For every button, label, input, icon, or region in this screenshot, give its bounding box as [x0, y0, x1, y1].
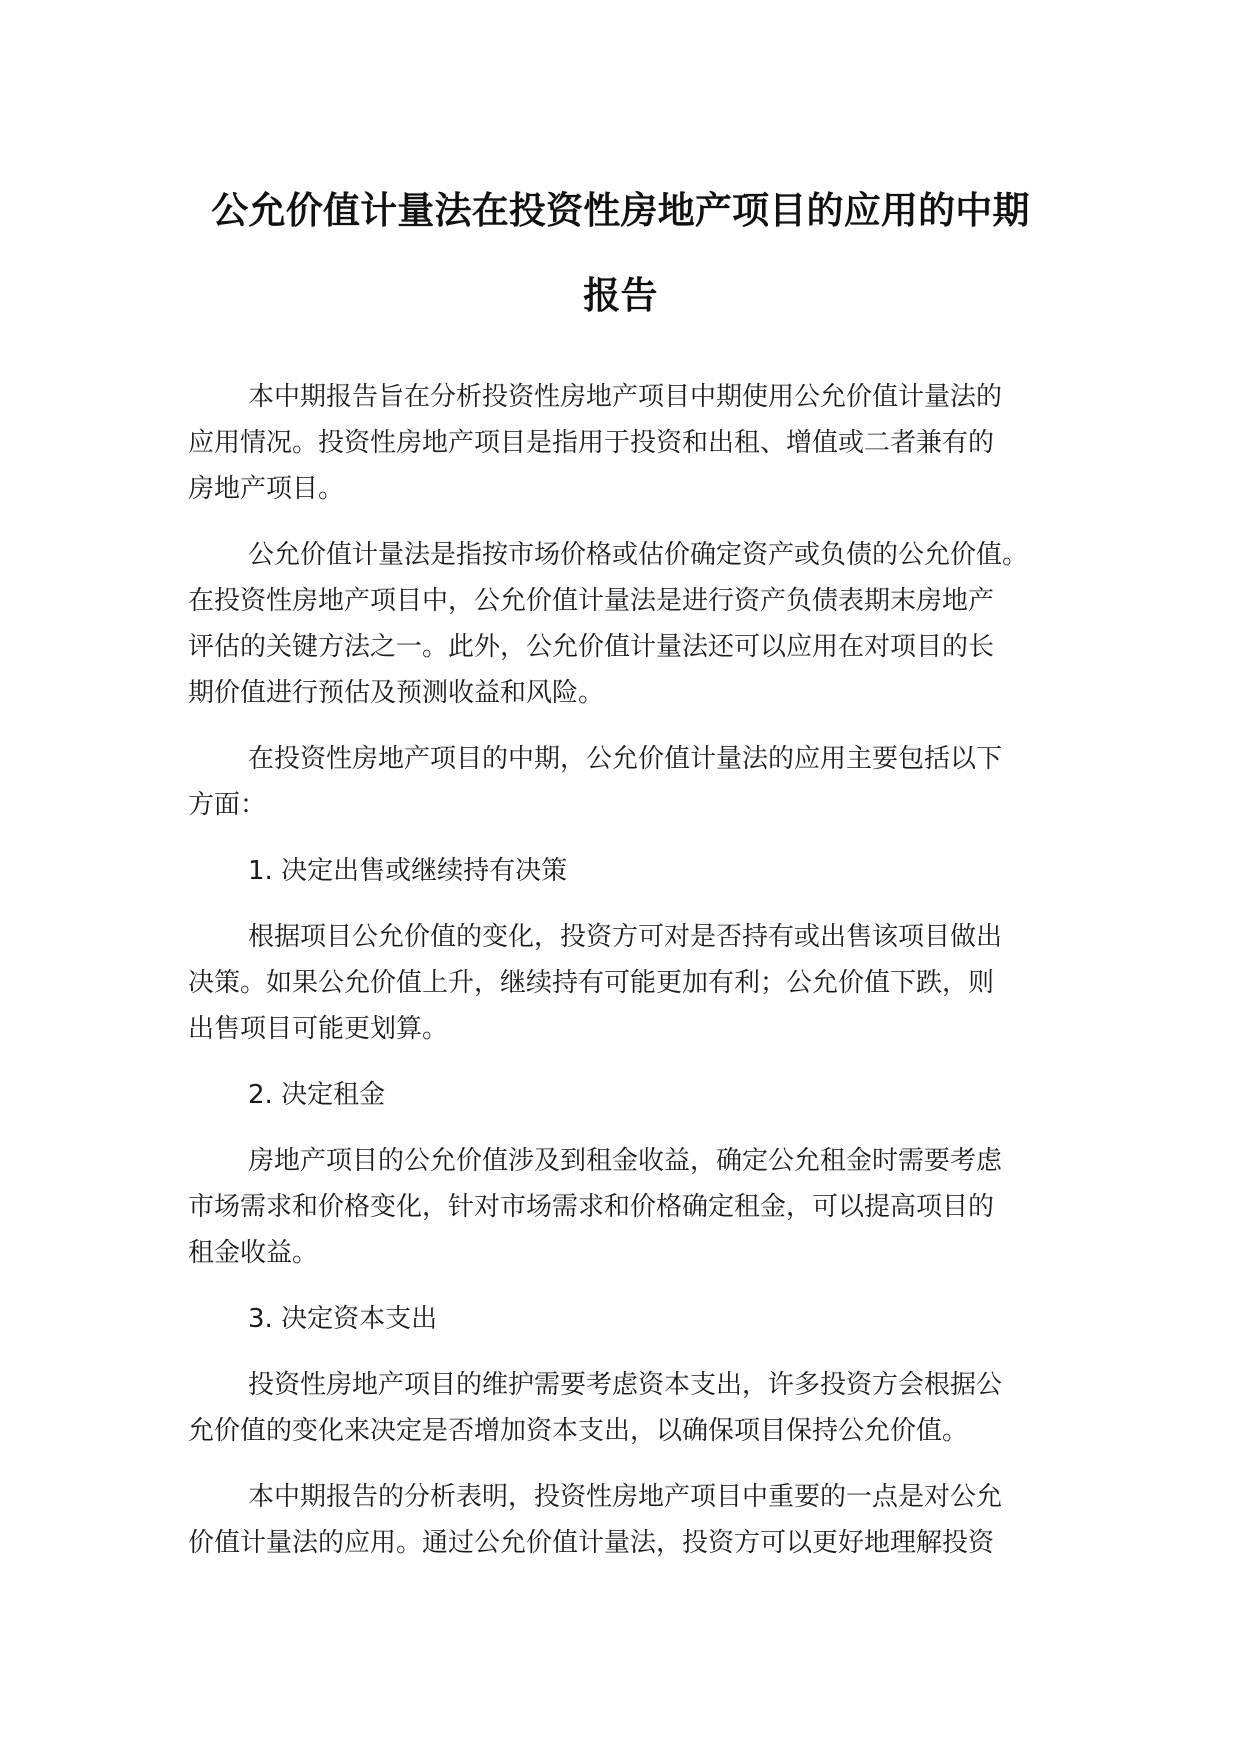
paragraph-aspects-line: 在投资性房地产项目的中期，公允价值计量法的应用主要包括以下: [248, 744, 1003, 774]
paragraph-definition-line: 在投资性房地产项目中，公允价值计量法是进行资产负债表期末房地产: [188, 586, 995, 616]
section-heading-hold-or-sell: 1. 决定出售或继续持有决策: [248, 856, 568, 886]
document-title-line-2: 报告: [583, 274, 658, 317]
section-heading-rent: 2. 决定租金: [248, 1080, 386, 1110]
paragraph-rent-line: 市场需求和价格变化，针对市场需求和价格确定租金，可以提高项目的: [188, 1192, 995, 1222]
paragraph-intro-line: 本中期报告旨在分析投资性房地产项目中期使用公允价值计量法的: [248, 382, 1003, 412]
paragraph-aspects-line: 方面：: [188, 790, 267, 820]
paragraph-definition-line: 评估的关键方法之一。此外，公允价值计量法还可以应用在对项目的长: [188, 632, 995, 662]
paragraph-rent-line: 房地产项目的公允价值涉及到租金收益，确定公允租金时需要考虑: [248, 1146, 1003, 1176]
paragraph-capex-line: 投资性房地产项目的维护需要考虑资本支出，许多投资方会根据公: [248, 1370, 1003, 1400]
section-heading-capex: 3. 决定资本支出: [248, 1304, 438, 1334]
paragraph-intro-line: 应用情况。投资性房地产项目是指用于投资和出租、增值或二者兼有的: [188, 428, 995, 458]
paragraph-hold-or-sell-line: 决策。如果公允价值上升，继续持有可能更加有利；公允价值下跌，则: [188, 968, 995, 998]
paragraph-rent-line: 租金收益。: [188, 1238, 319, 1268]
paragraph-definition-line: 期价值进行预估及预测收益和风险。: [188, 678, 605, 708]
paragraph-definition-line: 公允价值计量法是指按市场价格或估价确定资产或负债的公允价值。: [248, 540, 1029, 570]
document-title-line-1: 公允价值计量法在投资性房地产项目的应用的中期: [211, 189, 1030, 232]
paragraph-conclusion-line: 本中期报告的分析表明，投资性房地产项目中重要的一点是对公允: [248, 1482, 1003, 1512]
paragraph-conclusion-line: 价值计量法的应用。通过公允价值计量法，投资方可以更好地理解投资: [188, 1528, 995, 1558]
paragraph-hold-or-sell-line: 出售项目可能更划算。: [188, 1014, 449, 1044]
paragraph-capex-line: 允价值的变化来决定是否增加资本支出，以确保项目保持公允价值。: [188, 1416, 969, 1446]
paragraph-hold-or-sell-line: 根据项目公允价值的变化，投资方可对是否持有或出售该项目做出: [248, 922, 1003, 952]
paragraph-intro-line: 房地产项目。: [188, 474, 345, 504]
